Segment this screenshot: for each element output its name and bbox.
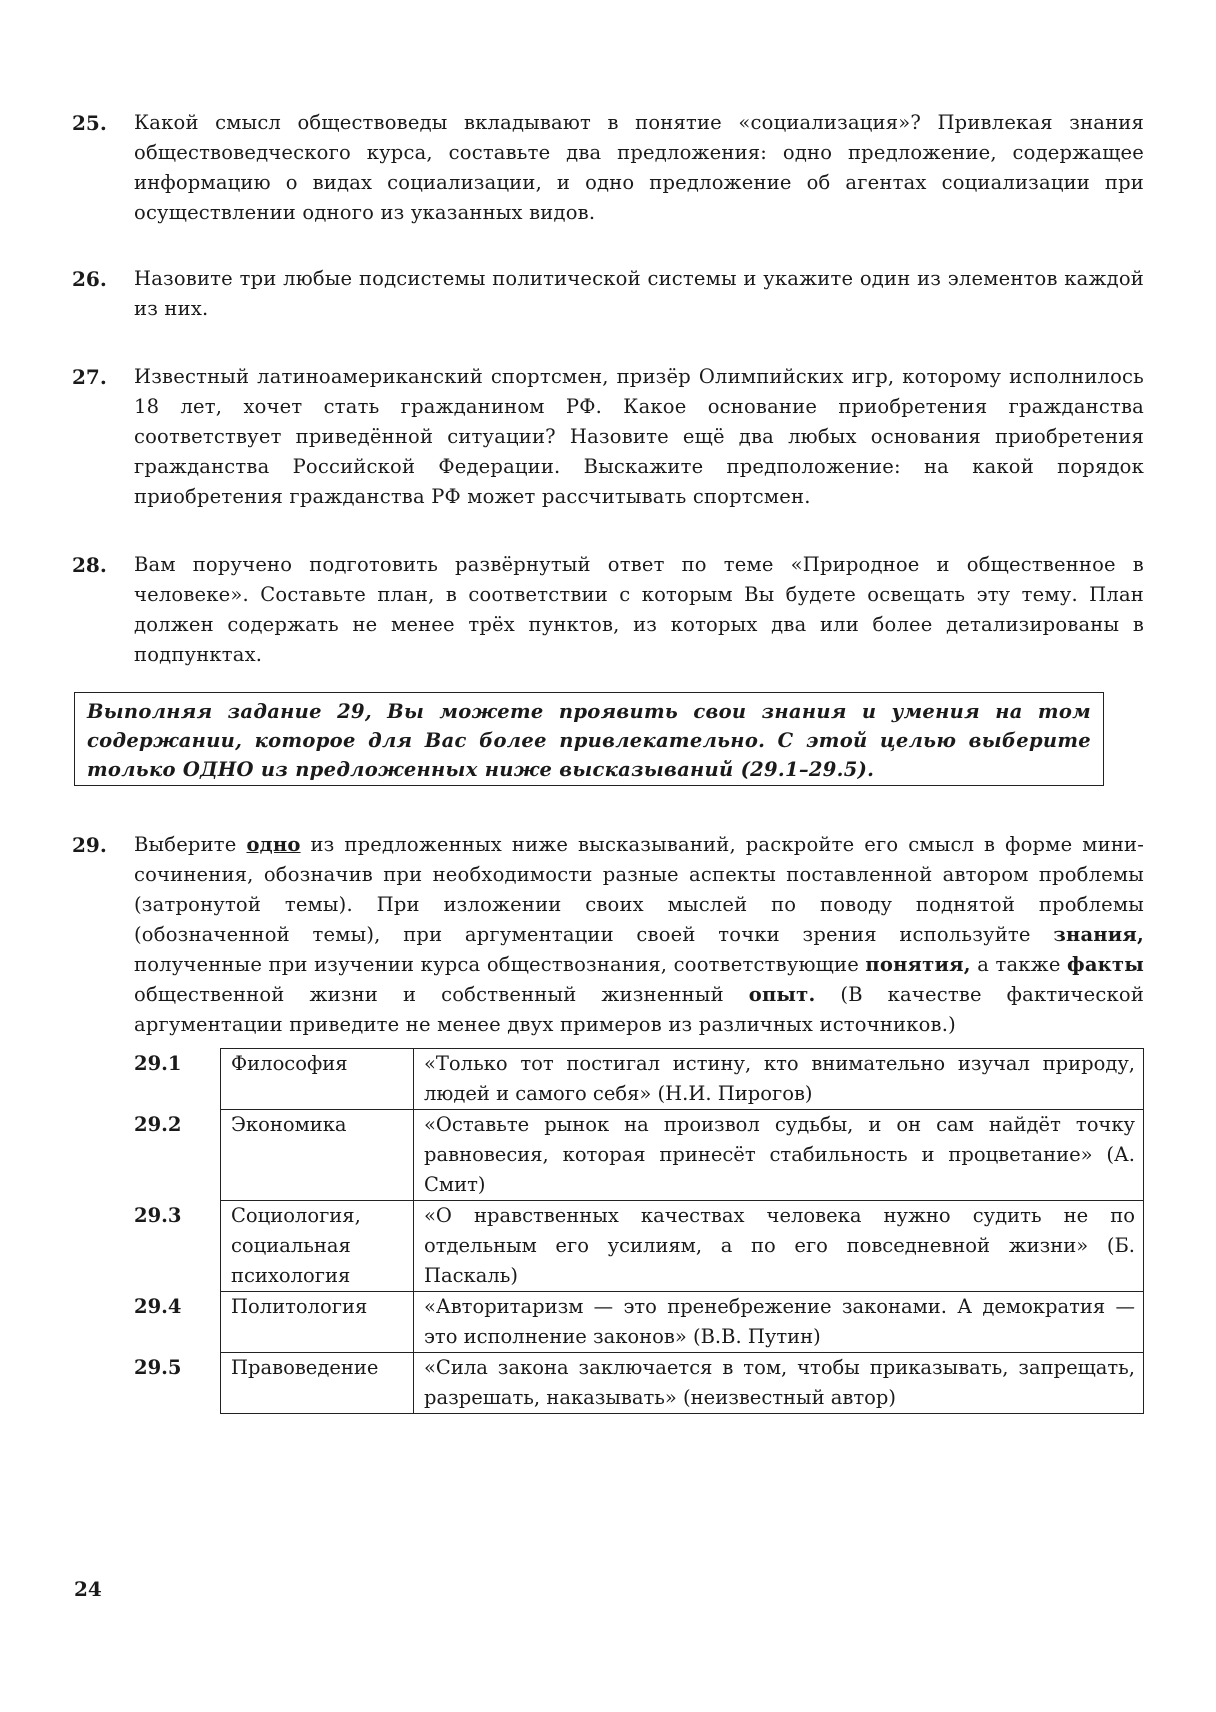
task-number: 26. (72, 267, 107, 291)
table-row (120, 1292, 1144, 1353)
emphasis-concepts: понятия, (865, 953, 971, 976)
statement-area: Социология, социальная психология (221, 1201, 414, 1292)
statement-area: Правоведение (221, 1353, 414, 1414)
text-run: полученные при изучении курса обществознания, соответствующие (134, 953, 859, 976)
statement-area: Политология (221, 1292, 414, 1353)
task-27 (72, 362, 1144, 512)
table-row (120, 1353, 1144, 1414)
table-row (120, 1201, 1144, 1292)
statement-code: 29.3 (134, 1203, 182, 1227)
emphasis-knowledge: знания, (1053, 923, 1145, 946)
text-run: Выберите (134, 833, 237, 856)
text-run: общественной жизни и собственный жизненный (134, 983, 724, 1006)
emphasis-experience: опыт. (748, 983, 816, 1006)
task-text: Назовите три любые подсистемы политической системы и укажите один из элементов каждой из них. (134, 267, 1144, 320)
text-run: из предложенных ниже высказываний, раскройте его смысл в форме мини-сочинения, обозначив при необходимости разные аспекты поставленной автором проблемы (затронутой темы). При изложении своих мыслей по поводу поднятой проблемы (обозначенной темы), при аргументации своей точки зрения используйте (134, 833, 1144, 946)
task-28 (72, 550, 1144, 670)
statement-code: 29.1 (134, 1051, 182, 1075)
task-text: Известный латиноамериканский спортсмен, призёр Олимпийских игр, которому исполнилось 18 лет, хочет стать гражданином РФ. Какое основание приобретения гражданства соответствует приведённой ситуации? Назовите ещё два любых основания приобретения гражданства Российской Федерации. Выскажите предположение: на какой порядок приобретения гражданства РФ может рассчитывать спортсмен. (134, 365, 1144, 508)
task-text: Какой смысл обществоведы вкладывают в понятие «социализация»? Привлекая знания обществоведческого курса, составьте два предложения: одно предложение, содержащее информацию о видах социализации, и одно предложение об агентах социализации при осуществлении одного из указанных видов. (134, 111, 1144, 224)
statement-quote: «Авторитаризм — это пренебрежение законами. А демократия — это исполнение законов» (В.В. Путин) (414, 1292, 1144, 1353)
table-row (120, 1049, 1144, 1110)
text-run: (В качестве фактической аргументации приведите не менее двух примеров из различных источников.) (134, 983, 1145, 1036)
statement-quote: «Сила закона заключается в том, чтобы приказывать, запрещать, разрешать, наказывать» (неизвестный автор) (414, 1353, 1144, 1414)
text-run: а также (977, 953, 1061, 976)
statement-code: 29.4 (134, 1294, 182, 1318)
task-number: 29. (72, 833, 107, 857)
table-row (120, 1110, 1144, 1201)
statements-table (120, 1048, 1144, 1414)
statement-quote: «Только тот постигал истину, кто внимательно изучал природу, людей и самого себя» (Н.И. Пирогов) (414, 1049, 1144, 1110)
statement-quote: «Оставьте рынок на произвол судьбы, и он сам найдёт точку равновесия, которая принесёт стабильность и процветание» (А. Смит) (414, 1110, 1144, 1201)
page-number: 24 (74, 1577, 102, 1601)
task-26 (72, 264, 1144, 324)
task-number: 28. (72, 553, 107, 577)
statement-quote: «О нравственных качествах человека нужно судить не по отдельным его усилиям, а по его повседневной жизни» (Б. Паскаль) (414, 1201, 1144, 1292)
task-number: 27. (72, 365, 107, 389)
statement-area: Философия (221, 1049, 414, 1110)
task-number: 25. (72, 111, 107, 135)
task-text (134, 830, 1144, 1040)
statement-area: Экономика (221, 1110, 414, 1201)
emphasis-one: одно (246, 833, 301, 856)
statement-code: 29.2 (134, 1112, 182, 1136)
emphasis-facts: факты (1067, 953, 1144, 976)
statement-code: 29.5 (134, 1355, 182, 1379)
task-29 (72, 830, 1144, 1040)
task-25 (72, 108, 1144, 228)
task-text: Вам поручено подготовить развёрнутый ответ по теме «Природное и общественное в человеке». Составьте план, в соответствии с которым Вы будете освещать эту тему. План должен содержать не менее трёх пунктов, из которых два или более детализированы в подпунктах. (134, 553, 1144, 666)
task-29-notice-box: Выполняя задание 29, Вы можете проявить свои знания и умения на том содержании, которое для Вас более привлекательно. С этой целью выберите только ОДНО из предложенных ниже высказываний (29.1–29.5). (74, 692, 1104, 786)
